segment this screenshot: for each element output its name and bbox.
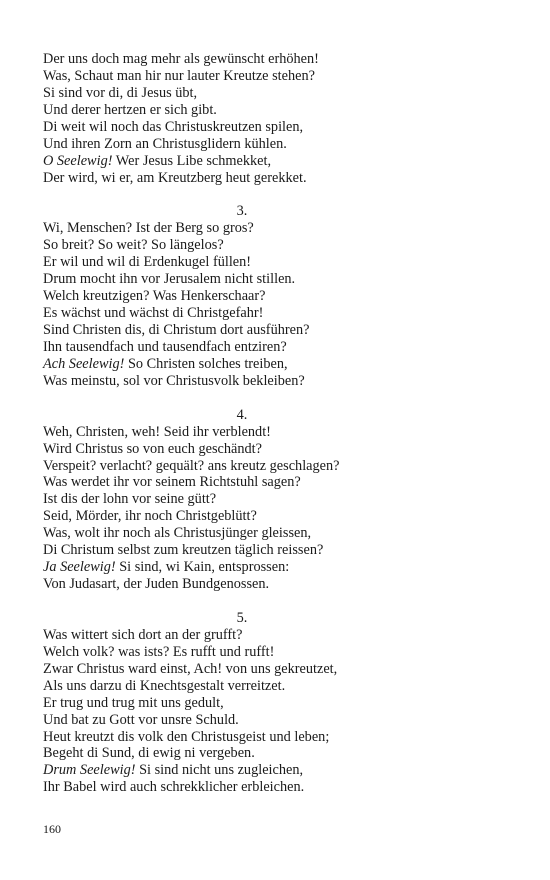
verse-line [43,288,513,305]
stanza [43,203,513,389]
verse-address: O Seelewig! [43,152,113,169]
stanza-number: 5. [236,609,248,626]
verse-line [43,305,513,322]
verse-line [43,627,513,644]
verse-line [43,542,513,559]
verse-address: Ja Seelewig! [43,559,116,576]
verse-line [43,525,513,542]
verse-address: Ach Seelewig! [43,355,125,372]
verse-line [43,85,513,102]
verse-line [43,695,513,712]
verse-text: Si sind nicht uns zugleichen, [135,762,304,779]
verse-text: Ihn tausendfach und tausendfach entziren? [43,338,287,355]
verse-text: Zwar Christus ward einst, Ach! von uns gekreutzet, [43,660,338,677]
verse-line [43,661,513,678]
verse-text: Was, wolt ihr noch als Christusjünger gleissen, [43,525,312,542]
verse-text: Ihr Babel wird auch schrekklicher erbleichen. [43,779,305,796]
verse-text: Wird Christus so von euch geschändt? [43,440,262,457]
verse-line [43,644,513,661]
verse-line [43,373,513,390]
verse-line [43,237,513,254]
verse-line [43,51,513,68]
verse-text: Verspeit? verlacht? gequält? ans kreutz geschlagen? [43,457,340,474]
verse-line [43,576,513,593]
verse-text: Welch kreutzigen? Was Henkerschaar? [43,288,266,305]
verse-line [43,339,513,356]
page-number: 160 [43,822,61,836]
verse-text: Und derer hertzen er sich gibt. [43,101,217,118]
verse-text: Sind Christen dis, di Christum dort ausführen? [43,322,310,338]
verse-text: Er trug und trug mit uns gedult, [43,694,224,711]
verse-line [43,424,513,441]
verse-text: Di weit wil noch das Christuskreutzen spilen, [43,118,304,135]
verse-line [43,153,513,170]
verse-line [43,729,513,746]
verse-line [43,779,513,796]
verse-text: Von Judasart, der Juden Bundgenossen. [43,576,270,593]
verse-line [43,559,513,576]
verse-line [43,170,513,187]
verse-line [43,119,513,136]
verse-text: Si sind vor di, di Jesus übt, [43,84,198,101]
verse-text: Si sind, wi Kain, entsprossen: [115,559,290,576]
verse-text: Ist dis der lohn vor seine gütt? [43,491,217,508]
verse-text: Was werdet ihr vor seinem Richtstuhl sagen? [43,474,301,491]
verse-line [43,271,513,288]
verse-line [43,762,513,779]
verse-text: Als uns darzu di Knechtsgestalt verreitzet. [43,677,286,694]
verse-text: Wer Jesus Libe schmekket, [112,152,272,169]
verse-text: Er wil und wil di Erdenkugel füllen! [43,254,252,271]
verse-line [43,508,513,525]
verse-text: So breit? So weit? So längelos? [43,237,224,254]
verse-text: Begeht di Sund, di ewig ni vergeben. [43,745,255,762]
verse-text: Seid, Mörder, ihr noch Christgeblütt? [43,508,257,525]
verse-line [43,474,513,491]
verse-line [43,491,513,508]
verse-text: Der wird, wi er, am Kreutzberg heut gerekket. [43,169,307,186]
verse-text: Der uns doch mag mehr als gewünscht erhöhen! [43,51,319,67]
verse-text: Was meinstu, sol vor Christusvolk bekleiben? [43,372,305,389]
verse-line [43,68,513,85]
verse-text: Was wittert sich dort an der grufft? [43,626,243,643]
verse-line [43,102,513,119]
poem-text [43,51,513,813]
stanza [43,407,513,593]
verse-line [43,712,513,729]
verse-text: Heut kreutzt dis volk den Christusgeist und leben; [43,728,330,745]
verse-text: Es wächst und wächst di Christgefahr! [43,305,264,322]
verse-text: So Christen solches treiben, [124,355,288,372]
verse-line [43,441,513,458]
verse-address: Drum Seelewig! [43,762,136,779]
verse-text: Drum mocht ihn vor Jerusalem nicht stillen. [43,271,296,288]
verse-text: Und ihren Zorn an Christusglidern kühlen. [43,135,287,152]
stanza-number: 3. [236,203,248,220]
verse-line [43,745,513,762]
verse-line [43,458,513,475]
stanza [43,51,513,187]
verse-text: Weh, Christen, weh! Seid ihr verblendt! [43,423,271,440]
stanza-number: 4. [236,406,248,423]
verse-line [43,136,513,153]
verse-text: Wi, Menschen? Ist der Berg so gros? [43,220,254,237]
verse-line [43,356,513,373]
verse-text: Di Christum selbst zum kreutzen täglich reissen? [43,542,324,559]
verse-line [43,254,513,271]
verse-text: Was, Schaut man hir nur lauter Kreutze stehen? [43,67,315,84]
verse-text: Und bat zu Gott vor unsre Schuld. [43,711,239,728]
stanza [43,610,513,796]
verse-line [43,220,513,237]
verse-line [43,322,513,339]
verse-text: Welch volk? was ists? Es rufft und rufft! [43,643,275,660]
verse-line [43,678,513,695]
